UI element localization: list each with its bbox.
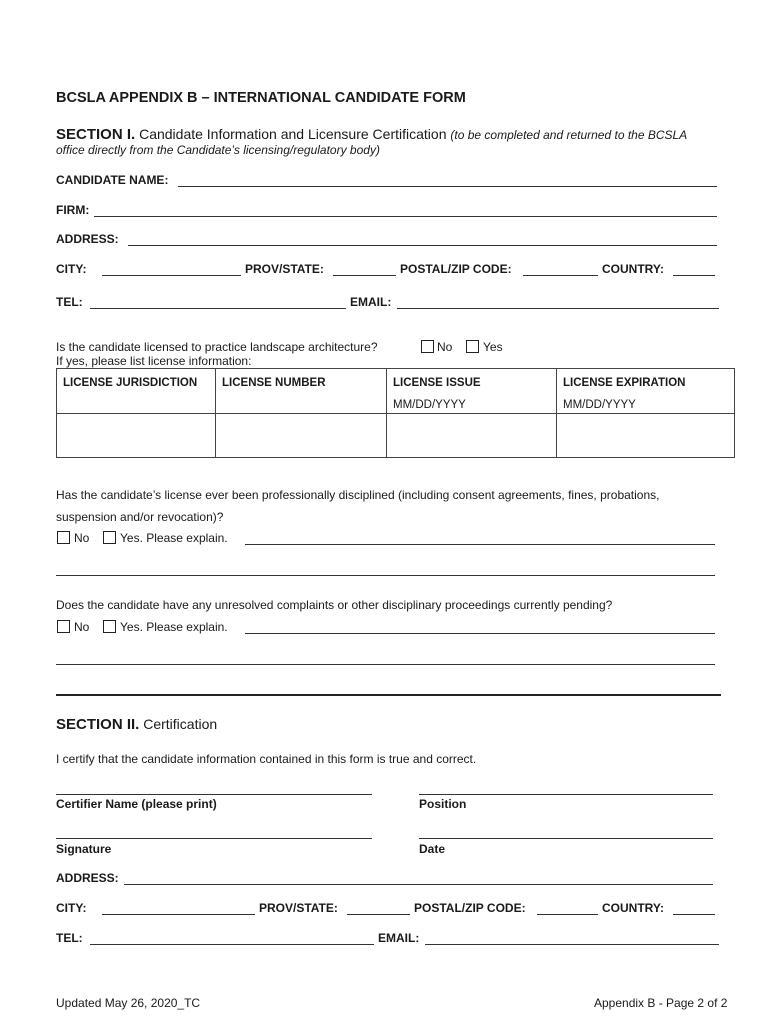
license-jurisdiction-header (57, 369, 216, 414)
section-1-heading (56, 126, 687, 143)
license-list-prompt: If yes, please list license information: (56, 354, 252, 368)
tel-label: TEL: (56, 295, 83, 309)
disciplined-no-checkbox[interactable] (57, 531, 70, 544)
city-field[interactable] (102, 275, 241, 276)
certifier-name-field[interactable] (56, 794, 372, 795)
license-issue-cell[interactable] (387, 414, 557, 458)
certifier-country-field[interactable] (673, 914, 715, 915)
date-field[interactable] (419, 838, 713, 839)
country-label: COUNTRY: (602, 262, 664, 276)
license-expiration-label: LICENSE EXPIRATION (563, 377, 686, 389)
disciplined-explain-field-2[interactable] (56, 575, 715, 576)
certifier-address-field[interactable] (124, 884, 713, 885)
prov-state-label: PROV/STATE: (245, 262, 324, 276)
license-jurisdiction-label: LICENSE JURISDICTION (63, 377, 198, 389)
address-label: ADDRESS: (56, 232, 119, 246)
position-field[interactable] (419, 794, 713, 795)
complaints-question: Does the candidate have any unresolved complaints or other disciplinary proceedings currently pending? (56, 598, 613, 612)
postal-code-field[interactable] (523, 275, 598, 276)
certifier-country-label: COUNTRY: (602, 901, 664, 915)
licensed-question: Is the candidate licensed to practice landscape architecture? (56, 340, 378, 354)
certifier-email-field[interactable] (425, 944, 719, 945)
section-1-number: SECTION I. (56, 126, 136, 143)
form-title: BCSLA APPENDIX B – INTERNATIONAL CANDIDATE FORM (56, 90, 466, 106)
email-label: EMAIL: (350, 295, 392, 309)
license-expiration-header (557, 369, 735, 414)
section-1-name: Candidate Information and Licensure Certification (139, 126, 447, 142)
disciplined-explain-field[interactable] (245, 544, 715, 545)
firm-label: FIRM: (56, 203, 90, 217)
certifier-city-label: CITY: (56, 901, 87, 915)
complaints-explain-field-2[interactable] (56, 664, 715, 665)
postal-code-label: POSTAL/ZIP CODE: (400, 262, 512, 276)
firm-field[interactable] (94, 216, 717, 217)
date-label: Date (419, 842, 446, 856)
license-number-header (216, 369, 387, 414)
country-field[interactable] (673, 275, 715, 276)
candidate-name-label: CANDIDATE NAME: (56, 173, 169, 187)
prov-state-field[interactable] (333, 275, 396, 276)
license-expiration-cell[interactable] (557, 414, 735, 458)
section-2-number: SECTION II. (56, 716, 140, 733)
certifier-tel-label: TEL: (56, 931, 83, 945)
section-divider (56, 694, 721, 696)
section-2-heading (56, 716, 217, 733)
certifier-tel-field[interactable] (90, 944, 374, 945)
section-1-note-cont: office directly from the Candidate’s licensing/regulatory body) (56, 143, 380, 157)
disciplined-yes-checkbox[interactable] (103, 531, 116, 544)
footer-page-number: Appendix B - Page 2 of 2 (594, 996, 728, 1010)
disciplined-yes-label: Yes. Please explain. (120, 531, 228, 545)
certifier-city-field[interactable] (102, 914, 255, 915)
complaints-no-label: No (74, 620, 90, 634)
section-2-name: Certification (143, 716, 218, 732)
licensed-no-label: No (437, 340, 453, 354)
certifier-name-label: Certifier Name (please print) (56, 797, 217, 811)
license-issue-date-hint: MM/DD/YYYY (393, 399, 466, 411)
certifier-postal-code-field[interactable] (537, 914, 598, 915)
license-issue-header (387, 369, 557, 414)
signature-label: Signature (56, 842, 112, 856)
certifier-postal-code-label: POSTAL/ZIP CODE: (414, 901, 526, 915)
section-1-note: (to be completed and returned to the BCSLA (450, 128, 688, 142)
license-jurisdiction-cell[interactable] (57, 414, 216, 458)
certifier-email-label: EMAIL: (378, 931, 420, 945)
complaints-no-checkbox[interactable] (57, 620, 70, 633)
complaints-explain-field[interactable] (245, 633, 715, 634)
complaints-yes-checkbox[interactable] (103, 620, 116, 633)
complaints-yes-label: Yes. Please explain. (120, 620, 228, 634)
signature-field[interactable] (56, 838, 372, 839)
position-label: Position (419, 797, 467, 811)
license-number-label: LICENSE NUMBER (222, 377, 326, 389)
city-label: CITY: (56, 262, 87, 276)
license-table (56, 368, 735, 458)
licensed-no-checkbox[interactable] (421, 340, 434, 353)
footer-updated: Updated May 26, 2020_TC (56, 996, 201, 1010)
certifier-prov-state-label: PROV/STATE: (259, 901, 338, 915)
certifier-address-label: ADDRESS: (56, 871, 119, 885)
disciplined-question-line1: Has the candidate’s license ever been professionally disciplined (including consent agreements, fines, probations, (56, 488, 660, 502)
licensed-yes-checkbox[interactable] (466, 340, 479, 353)
disciplined-question-line2: suspension and/or revocation)? (56, 510, 224, 524)
licensed-yes-label: Yes (483, 340, 503, 354)
email-field[interactable] (397, 308, 719, 309)
certifier-prov-state-field[interactable] (347, 914, 410, 915)
tel-field[interactable] (90, 308, 346, 309)
license-expiration-date-hint: MM/DD/YYYY (563, 399, 636, 411)
license-issue-label: LICENSE ISSUE (393, 377, 481, 389)
disciplined-no-label: No (74, 531, 90, 545)
license-number-cell[interactable] (216, 414, 387, 458)
candidate-name-field[interactable] (178, 186, 717, 187)
certification-statement: I certify that the candidate information contained in this form is true and correct. (56, 752, 477, 766)
address-field[interactable] (128, 245, 717, 246)
